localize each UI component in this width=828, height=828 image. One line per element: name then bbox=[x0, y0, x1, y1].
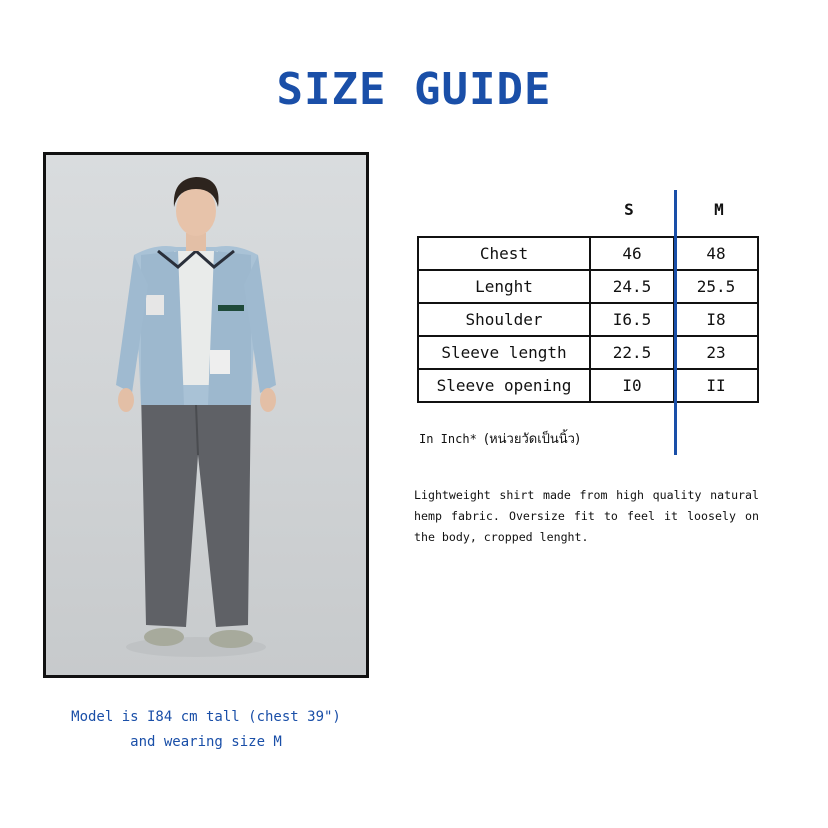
value-m: 48 bbox=[674, 237, 758, 270]
row-label: Chest bbox=[418, 237, 590, 270]
table-row bbox=[418, 369, 758, 402]
column-header-s: S bbox=[624, 200, 634, 219]
unit-note-thai: (หน่วยวัดเป็นนิ้ว) bbox=[484, 432, 581, 447]
value-s: 46 bbox=[590, 237, 674, 270]
table-row bbox=[418, 270, 758, 303]
unit-note-prefix: In Inch* bbox=[419, 432, 477, 446]
row-label: Sleeve length bbox=[418, 336, 590, 369]
model-photo bbox=[43, 152, 369, 678]
value-m: 25.5 bbox=[674, 270, 758, 303]
row-label: Shoulder bbox=[418, 303, 590, 336]
value-m: 23 bbox=[674, 336, 758, 369]
unit-note bbox=[419, 428, 580, 449]
value-s: 24.5 bbox=[590, 270, 674, 303]
value-s: I6.5 bbox=[590, 303, 674, 336]
column-header-m: M bbox=[714, 200, 724, 219]
table-row bbox=[418, 336, 758, 369]
caption-line-1: Model is I84 cm tall (chest 39") bbox=[71, 709, 341, 725]
product-description: Lightweight shirt made from high quality natural hemp fabric. Oversize fit to feel it loosely on the body, cropped lenght. bbox=[414, 488, 759, 544]
value-s: I0 bbox=[590, 369, 674, 402]
row-label: Lenght bbox=[418, 270, 590, 303]
value-m: I8 bbox=[674, 303, 758, 336]
table-row bbox=[418, 237, 758, 270]
column-divider bbox=[674, 190, 677, 455]
value-s: 22.5 bbox=[590, 336, 674, 369]
model-caption bbox=[43, 705, 369, 755]
model-illustration bbox=[46, 155, 366, 675]
value-m: II bbox=[674, 369, 758, 402]
page-title: SIZE GUIDE bbox=[276, 64, 552, 115]
table-row bbox=[418, 303, 758, 336]
row-label: Sleeve opening bbox=[418, 369, 590, 402]
size-table bbox=[417, 236, 759, 403]
caption-line-2: and wearing size M bbox=[130, 734, 282, 750]
